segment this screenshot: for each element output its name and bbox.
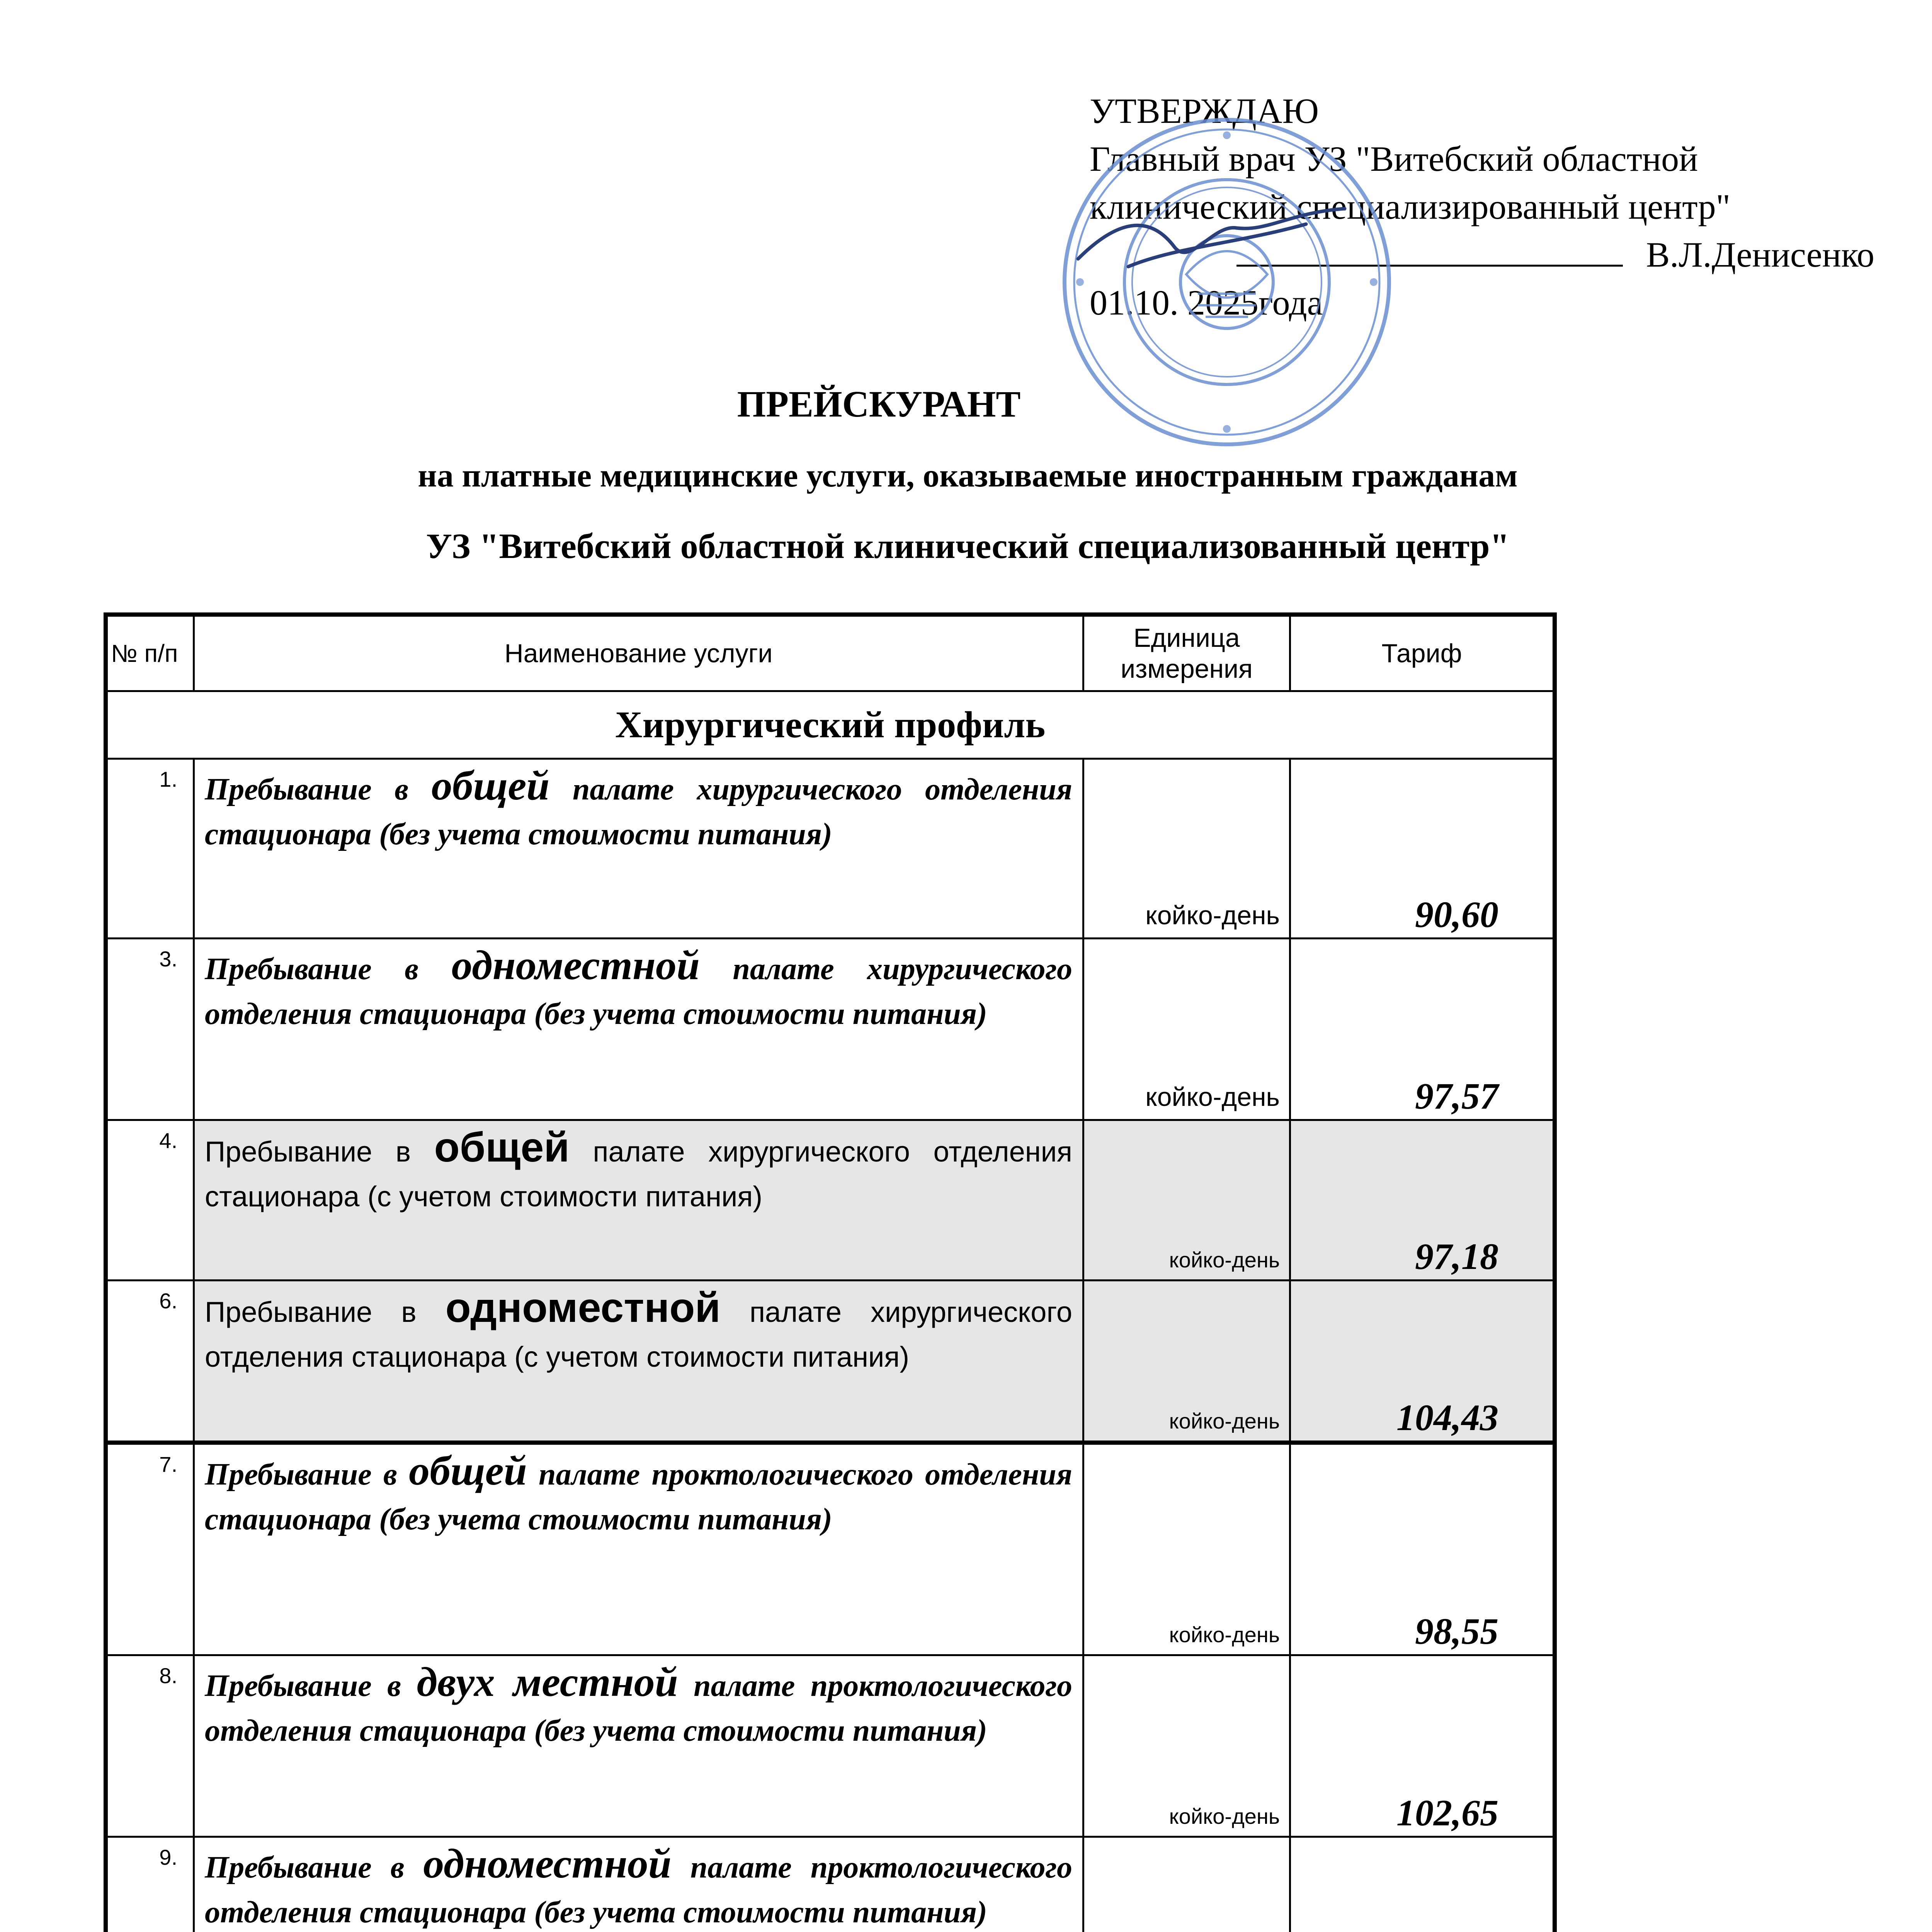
service-name-end: палате проктологического отделения стационара (без учета стоимости питания) [205, 1669, 1072, 1748]
tariff-value: 102,65 [1290, 1655, 1555, 1837]
table-header-row [106, 615, 1555, 691]
service-name-start: Пребывание в [205, 952, 452, 986]
service-name [194, 939, 1083, 1120]
tariff-value: 97,18 [1290, 1120, 1555, 1281]
header-unit: Единица измерения [1083, 615, 1290, 691]
unit-of-measure [1083, 1837, 1290, 1932]
tariff-value: 98,55 [1290, 1443, 1555, 1655]
row-number: 8. [106, 1655, 194, 1837]
service-name [194, 1837, 1083, 1932]
row-number: 4. [106, 1120, 194, 1281]
tariff-value: 90,60 [1290, 759, 1555, 939]
service-name [194, 1120, 1083, 1281]
service-name-start: Пребывание в [205, 1136, 434, 1168]
approval-organization: клинический специализированный центр" [1090, 187, 1731, 226]
service-name-start: Пребывание в [205, 1296, 446, 1328]
service-name-end: палате хирургического отделения стационара (с учетом стоимости питания) [205, 1296, 1072, 1373]
unit-of-measure: койко-день [1083, 1443, 1290, 1655]
approval-heading: УТВЕРЖДАЮ [1090, 91, 1319, 131]
table-body [106, 759, 1555, 1932]
unit-of-measure: койко-день [1083, 1281, 1290, 1443]
service-name-end: палате хирургического отделения стационара (без учета стоимости питания) [205, 952, 1072, 1031]
table-row [106, 1120, 1555, 1281]
ward-type: одноместной [451, 942, 700, 988]
ward-type: общей [434, 1124, 570, 1170]
row-number: 9. [106, 1837, 194, 1932]
tariff-value: 104,43 [1290, 1281, 1555, 1443]
service-name [194, 1281, 1083, 1443]
service-name [194, 1655, 1083, 1837]
unit-of-measure: койко-день [1083, 1120, 1290, 1281]
table-row [106, 939, 1555, 1120]
service-name-start: Пребывание в [205, 1850, 423, 1884]
service-name-end: палате проктологического отделения стационара (без учета стоимости питания) [205, 1458, 1072, 1536]
service-name [194, 1443, 1083, 1655]
row-number: 1. [106, 759, 194, 939]
signer-name: В.Л.Денисенко [1646, 235, 1874, 274]
service-name-end: палате проктологического отделения стационара (без учета стоимости питания) [205, 1850, 1072, 1929]
ward-type: одноместной [423, 1841, 672, 1887]
table-row [106, 1281, 1555, 1443]
header-num: № п/п [106, 615, 194, 691]
organization-title: УЗ "Витебский областной клинический специализованный центр" [426, 526, 1510, 566]
service-name [194, 759, 1083, 939]
ward-type: одноместной [445, 1284, 721, 1331]
table-row [106, 759, 1555, 939]
tariff-value [1290, 1837, 1555, 1932]
unit-of-measure: койко-день [1083, 759, 1290, 939]
table-row [106, 1655, 1555, 1837]
ward-type: общей [408, 1448, 527, 1494]
ward-type: двух местной [417, 1659, 678, 1705]
row-number: 7. [106, 1443, 194, 1655]
header-tariff: Тариф [1290, 615, 1555, 691]
service-name-end: палате хирургического отделения стационара (с учетом стоимости питания) [205, 1136, 1072, 1213]
section-title: Хирургический профиль [106, 691, 1555, 759]
row-number: 3. [106, 939, 194, 1120]
service-name-start: Пребывание в [205, 772, 432, 806]
approval-position: Главный врач УЗ "Витебский областной [1090, 139, 1698, 179]
row-number: 6. [106, 1281, 194, 1443]
table-row [106, 1443, 1555, 1655]
service-name-start: Пребывание в [205, 1458, 409, 1492]
page-title: ПРЕЙСКУРАНТ [737, 383, 1021, 425]
section-row [106, 691, 1555, 759]
service-name-start: Пребывание в [205, 1669, 417, 1703]
price-table [104, 612, 1557, 1932]
service-name-end: палате хирургического отделения стационара (без учета стоимости питания) [205, 772, 1072, 851]
approval-date: 01.10. 2025года [1090, 283, 1323, 322]
tariff-value: 97,57 [1290, 939, 1555, 1120]
table-row [106, 1837, 1555, 1932]
signature-icon [1074, 201, 1352, 278]
page-subtitle: на платные медицинские услуги, оказываемые иностранным гражданам [418, 457, 1518, 494]
header-name: Наименование услуги [194, 615, 1083, 691]
unit-of-measure: койко-день [1083, 1655, 1290, 1837]
unit-of-measure: койко-день [1083, 939, 1290, 1120]
ward-type: общей [431, 763, 550, 809]
